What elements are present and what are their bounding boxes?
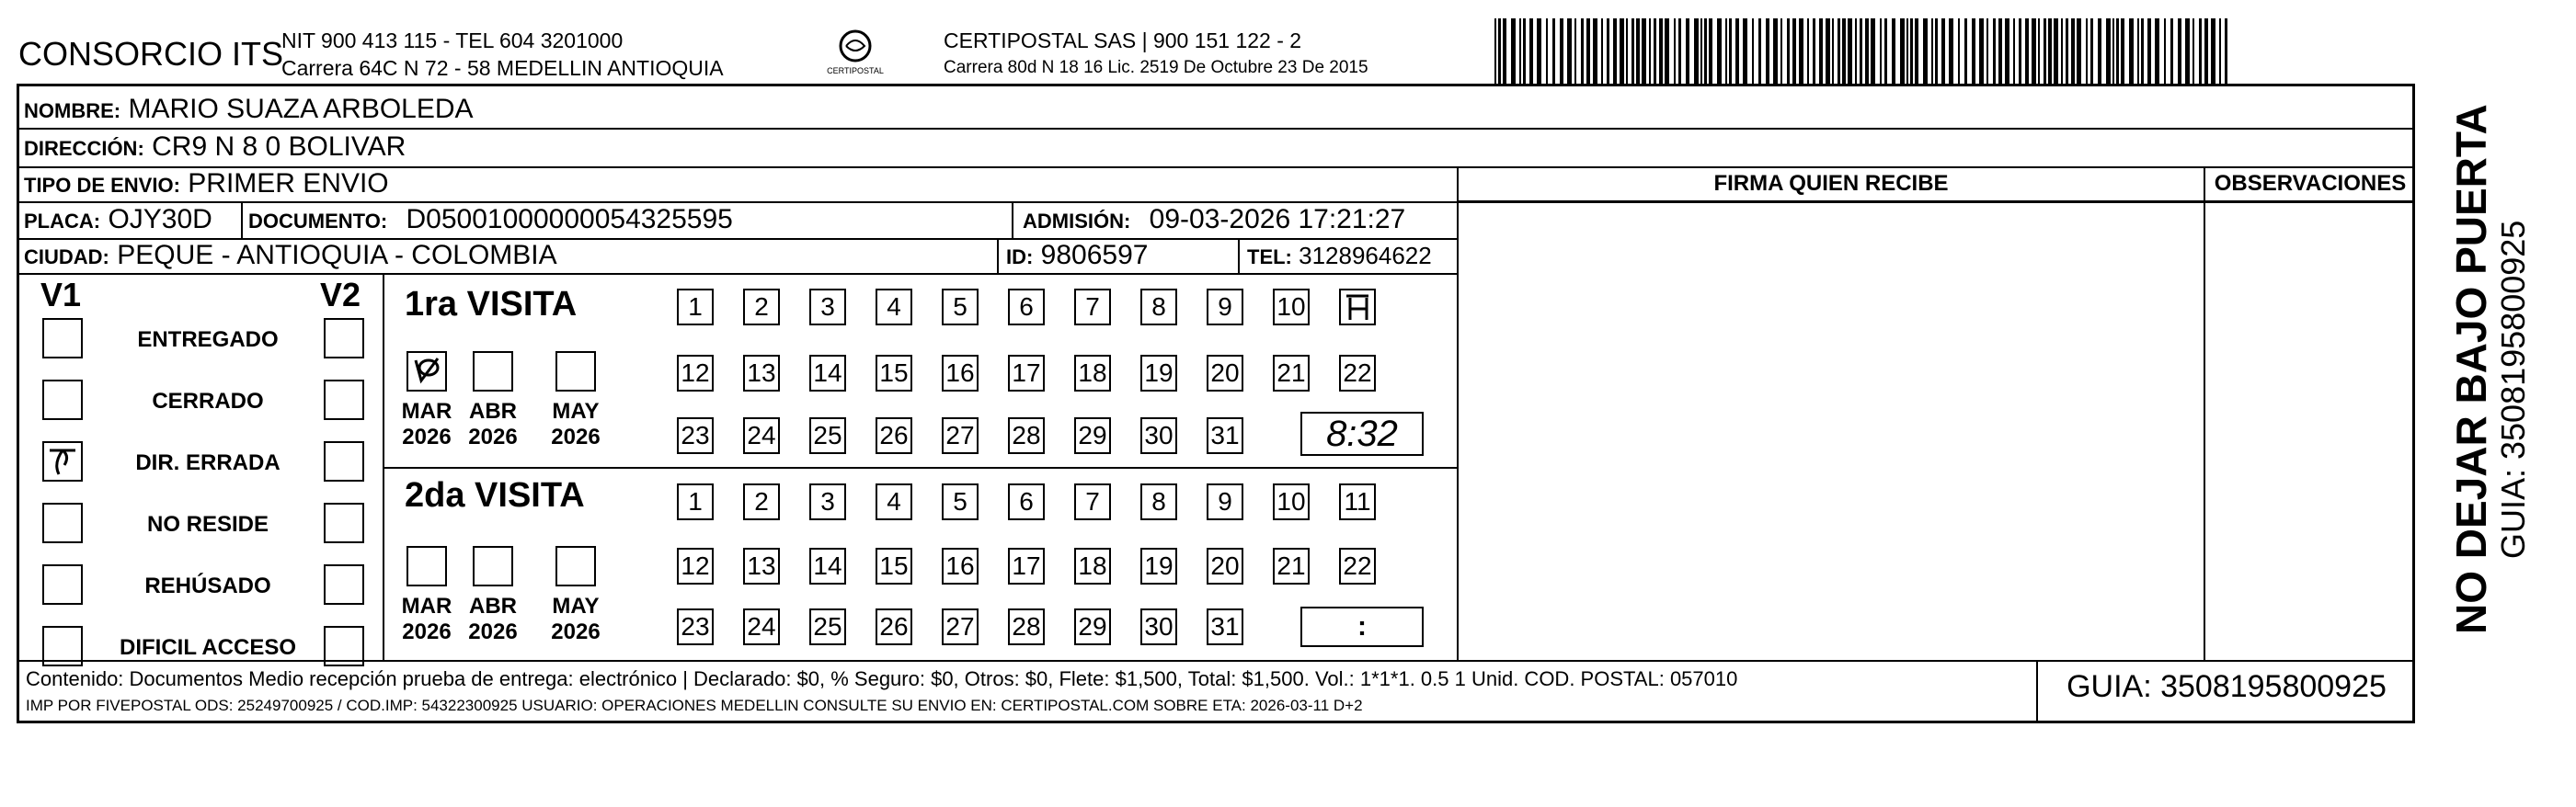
ciudad-value: PEQUE - ANTIOQUIA - COLOMBIA xyxy=(117,240,557,270)
second-visit-day-31[interactable]: 31 xyxy=(1207,608,1243,645)
first-visit-day-16[interactable]: 16 xyxy=(942,355,979,392)
first-visit-day-18[interactable]: 18 xyxy=(1074,355,1111,392)
second-visit-day-10[interactable]: 10 xyxy=(1273,483,1310,520)
field-nombre xyxy=(24,94,474,127)
second-visit-day-17[interactable]: 17 xyxy=(1008,548,1045,585)
second-visit-day-24[interactable]: 24 xyxy=(743,608,780,645)
ciudad-label: CIUDAD: xyxy=(24,245,109,268)
first-visit-day-5[interactable]: 5 xyxy=(942,289,979,325)
first-visit-month-caption xyxy=(395,399,459,450)
placa-label: PLACA: xyxy=(24,210,101,233)
nombre-label: NOMBRE: xyxy=(24,99,121,122)
second-visit-title: 2da VISITA xyxy=(405,476,585,515)
field-direccion xyxy=(24,131,406,165)
first-visit-month-caption xyxy=(544,399,608,450)
second-visit-month-checkbox-mar[interactable] xyxy=(406,546,447,586)
second-visit-day-1[interactable]: 1 xyxy=(677,483,714,520)
second-visit-day-30[interactable]: 30 xyxy=(1140,608,1177,645)
first-visit-month-label: ABR xyxy=(469,399,517,424)
barcode-bars xyxy=(1494,18,2230,85)
first-visit-day-24[interactable]: 24 xyxy=(743,417,780,454)
first-visit-month-label: MAY xyxy=(552,399,600,424)
first-visit-month-checkbox-abr[interactable] xyxy=(473,351,513,392)
v2-checkbox-reh-sado[interactable] xyxy=(324,564,364,605)
second-visit-time-box xyxy=(1300,607,1424,647)
second-visit-day-18[interactable]: 18 xyxy=(1074,548,1111,585)
col-line xyxy=(1012,201,1013,238)
col-line xyxy=(1238,238,1240,273)
first-visit-day-15[interactable]: 15 xyxy=(876,355,912,392)
second-visit-day-8[interactable]: 8 xyxy=(1140,483,1177,520)
second-visit-day-14[interactable]: 14 xyxy=(809,548,846,585)
first-visit-month-checkbox-mar[interactable] xyxy=(406,351,447,392)
status-label-cerrado: CERRADO xyxy=(152,389,264,414)
admision-value: 09-03-2026 17:21:27 xyxy=(1149,204,1406,234)
second-visit-day-3[interactable]: 3 xyxy=(809,483,846,520)
logo-text: CERTIPOSTAL xyxy=(827,66,884,75)
first-visit-day-10[interactable]: 10 xyxy=(1273,289,1310,325)
certipostal-logo xyxy=(809,28,901,83)
v1-checkbox-dificil-acceso[interactable] xyxy=(42,626,83,666)
first-visit-day-30[interactable]: 30 xyxy=(1140,417,1177,454)
direccion-value: CR9 N 8 0 BOLIVAR xyxy=(152,131,406,162)
field-id xyxy=(1006,240,1148,273)
col-line xyxy=(2204,166,2205,660)
barcode xyxy=(1494,18,2230,85)
second-visit-day-2[interactable]: 2 xyxy=(743,483,780,520)
second-visit-month-label: ABR xyxy=(469,594,517,619)
second-visit-day-6[interactable]: 6 xyxy=(1008,483,1045,520)
row-line xyxy=(383,467,1459,469)
second-visit-month-checkbox-may[interactable] xyxy=(555,546,596,586)
second-visit-day-22[interactable]: 22 xyxy=(1339,548,1376,585)
col-line xyxy=(383,273,384,660)
company-address: Carrera 64C N 72 - 58 MEDELLIN ANTIOQUIA xyxy=(281,56,724,80)
second-visit-month-caption xyxy=(544,594,608,645)
first-visit-day-19[interactable]: 19 xyxy=(1140,355,1177,392)
nombre-value: MARIO SUAZA ARBOLEDA xyxy=(128,94,474,124)
first-visit-day-1[interactable]: 1 xyxy=(677,289,714,325)
second-visit-day-5[interactable]: 5 xyxy=(942,483,979,520)
first-visit-month-label: MAR xyxy=(401,399,452,424)
second-visit-month-label: MAR xyxy=(401,594,452,619)
second-visit-month-caption xyxy=(461,594,525,645)
first-visit-day-11[interactable] xyxy=(1339,289,1376,325)
tipo-value: PRIMER ENVIO xyxy=(188,168,389,199)
tipo-label: TIPO DE ENVIO: xyxy=(24,174,180,197)
first-visit-day-17[interactable]: 17 xyxy=(1008,355,1045,392)
col-line xyxy=(1457,166,1459,660)
second-visit-year-label: 2026 xyxy=(551,619,601,644)
first-visit-day-9[interactable]: 9 xyxy=(1207,289,1243,325)
second-visit-day-16[interactable]: 16 xyxy=(942,548,979,585)
second-visit-day-7[interactable]: 7 xyxy=(1074,483,1111,520)
second-visit-day-19[interactable]: 19 xyxy=(1140,548,1177,585)
second-visit-day-13[interactable]: 13 xyxy=(743,548,780,585)
first-visit-year-label: 2026 xyxy=(551,425,601,449)
first-visit-day-31[interactable]: 31 xyxy=(1207,417,1243,454)
second-visit-day-11[interactable]: 11 xyxy=(1339,483,1376,520)
second-visit-day-9[interactable]: 9 xyxy=(1207,483,1243,520)
first-visit-day-13[interactable]: 13 xyxy=(743,355,780,392)
status-label-entregado: ENTREGADO xyxy=(137,327,279,352)
first-visit-year-label: 2026 xyxy=(468,425,518,449)
v2-checkbox-dir-errada[interactable] xyxy=(324,441,364,482)
certipostal-logo-icon xyxy=(809,28,901,83)
v2-checkbox-cerrado[interactable] xyxy=(324,380,364,420)
first-visit-day-7[interactable]: 7 xyxy=(1074,289,1111,325)
v1-checkbox-no-reside[interactable] xyxy=(42,503,83,543)
v1-checkbox-reh-sado[interactable] xyxy=(42,564,83,605)
first-visit-month-checkbox-may[interactable] xyxy=(555,351,596,392)
direccion-label: DIRECCIÓN: xyxy=(24,137,144,160)
id-value: 9806597 xyxy=(1040,240,1149,270)
first-visit-day-25[interactable]: 25 xyxy=(809,417,846,454)
col-line xyxy=(241,201,243,238)
handwritten-check-icon xyxy=(44,443,81,480)
handwritten-check-icon xyxy=(408,353,445,390)
second-visit-year-label: 2026 xyxy=(468,619,518,644)
footer-guia: GUIA: 3508195800925 xyxy=(2067,669,2387,704)
documento-value: D05001000000054325595 xyxy=(406,204,733,234)
first-visit-day-29[interactable]: 29 xyxy=(1074,417,1111,454)
v1-header: V1 xyxy=(40,276,82,313)
v2-checkbox-entregado[interactable] xyxy=(324,318,364,358)
status-label-dificil-acceso: DIFICIL ACCESO xyxy=(119,635,296,660)
row-line xyxy=(17,660,2415,662)
second-visit-day-15[interactable]: 15 xyxy=(876,548,912,585)
firma-header: FIRMA QUIEN RECIBE xyxy=(1713,171,1949,196)
handwritten-mark-icon xyxy=(1341,290,1374,324)
company-name: CONSORCIO ITS xyxy=(18,35,284,73)
certi-line2: Carrera 80d N 18 16 Lic. 2519 De Octubre 23 De 2015 xyxy=(944,58,1368,77)
first-visit-month-caption xyxy=(461,399,525,450)
first-visit-time: 8:32 xyxy=(1326,413,1398,454)
v1-checkbox-dir-errada[interactable] xyxy=(42,441,83,482)
admision-label: ADMISIÓN: xyxy=(1023,210,1131,233)
footer-line2: IMP POR FIVEPOSTAL ODS: 25249700925 / COD.IMP: 54322300925 USUARIO: OPERACIONES MEDELLIN CONSULTE SU ENVIO EN: CERTIPOSTAL.COM SOBRE ETA: 2026-03-11 D+2 xyxy=(26,697,1363,714)
first-visit-day-6[interactable]: 6 xyxy=(1008,289,1045,325)
row-line xyxy=(17,128,2415,130)
observaciones-header: OBSERVACIONES xyxy=(2214,171,2407,196)
second-visit-day-28[interactable]: 28 xyxy=(1008,608,1045,645)
first-visit-day-27[interactable]: 27 xyxy=(942,417,979,454)
status-label-no-reside: NO RESIDE xyxy=(146,512,269,537)
second-visit-day-29[interactable]: 29 xyxy=(1074,608,1111,645)
second-visit-month-label: MAY xyxy=(552,594,600,619)
side-notice: NO DEJAR BAJO PUERTA xyxy=(2447,104,2495,634)
status-label-reh-sado: REHÚSADO xyxy=(144,574,271,598)
first-visit-day-23[interactable]: 23 xyxy=(677,417,714,454)
field-ciudad xyxy=(24,240,557,273)
tel-value: 3128964622 xyxy=(1299,242,1432,269)
first-visit-day-8[interactable]: 8 xyxy=(1140,289,1177,325)
second-visit-month-checkbox-abr[interactable] xyxy=(473,546,513,586)
second-visit-day-26[interactable]: 26 xyxy=(876,608,912,645)
tel-label: TEL: xyxy=(1247,245,1292,268)
first-visit-day-20[interactable]: 20 xyxy=(1207,355,1243,392)
first-visit-day-26[interactable]: 26 xyxy=(876,417,912,454)
field-documento xyxy=(248,204,733,237)
col-line xyxy=(997,238,999,273)
first-visit-day-2[interactable]: 2 xyxy=(743,289,780,325)
second-visit-month-caption xyxy=(395,594,459,645)
second-visit-day-4[interactable]: 4 xyxy=(876,483,912,520)
row-line xyxy=(17,273,1459,275)
field-admision xyxy=(1023,204,1405,237)
second-visit-day-21[interactable]: 21 xyxy=(1273,548,1310,585)
first-visit-day-4[interactable]: 4 xyxy=(876,289,912,325)
first-visit-day-14[interactable]: 14 xyxy=(809,355,846,392)
first-visit-day-22[interactable]: 22 xyxy=(1339,355,1376,392)
v2-checkbox-dificil-acceso[interactable] xyxy=(324,626,364,666)
second-visit-day-25[interactable]: 25 xyxy=(809,608,846,645)
first-visit-time-box xyxy=(1300,412,1424,456)
second-visit-day-20[interactable]: 20 xyxy=(1207,548,1243,585)
first-visit-day-3[interactable]: 3 xyxy=(809,289,846,325)
second-visit-day-27[interactable]: 27 xyxy=(942,608,979,645)
v1-checkbox-entregado[interactable] xyxy=(42,318,83,358)
first-visit-day-21[interactable]: 21 xyxy=(1273,355,1310,392)
second-visit-time: : xyxy=(1357,611,1367,642)
field-tel xyxy=(1247,240,1432,273)
footer-line1: Contenido: Documentos Medio recepción prueba de entrega: electrónico | Declarado: $0, % Seguro: $0, Otros: $0, Flete: $1,500, Total: $1,500. Vol.: 1*1*1. 0.5 1 Unid. COD. POSTAL: 057010 xyxy=(26,667,1738,690)
first-visit-year-label: 2026 xyxy=(402,425,452,449)
company-nit: NIT 900 413 115 - TEL 604 3201000 xyxy=(281,28,624,52)
first-visit-title: 1ra VISITA xyxy=(405,285,578,324)
second-visit-year-label: 2026 xyxy=(402,619,452,644)
certi-line1: CERTIPOSTAL SAS | 900 151 122 - 2 xyxy=(944,28,1302,52)
first-visit-day-12[interactable]: 12 xyxy=(677,355,714,392)
v2-checkbox-no-reside[interactable] xyxy=(324,503,364,543)
second-visit-day-12[interactable]: 12 xyxy=(677,548,714,585)
v1-checkbox-cerrado[interactable] xyxy=(42,380,83,420)
id-label: ID: xyxy=(1006,245,1034,268)
placa-value: OJY30D xyxy=(108,204,212,234)
second-visit-day-23[interactable]: 23 xyxy=(677,608,714,645)
side-guia: GUIA: 3508195800925 xyxy=(2494,220,2532,559)
status-label-dir-errada: DIR. ERRADA xyxy=(135,450,280,475)
documento-label: DOCUMENTO: xyxy=(248,210,388,233)
header-underline xyxy=(1457,200,2415,202)
field-tipo xyxy=(24,168,389,201)
v2-header: V2 xyxy=(320,276,361,313)
first-visit-day-28[interactable]: 28 xyxy=(1008,417,1045,454)
field-placa xyxy=(24,204,212,237)
